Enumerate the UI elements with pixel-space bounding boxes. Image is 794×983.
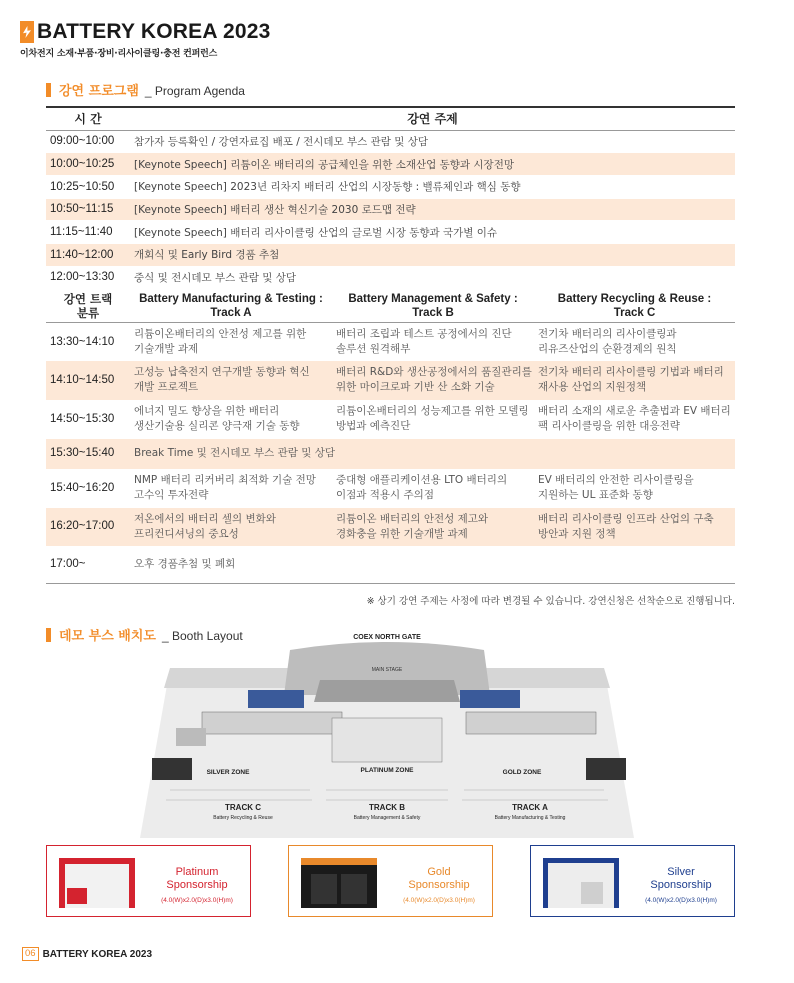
gold-corner-booth [586, 758, 626, 780]
track-time: 15:40~16:20 [50, 481, 115, 494]
track-c-label: TRACK C [225, 803, 261, 812]
session-time: 11:40~12:00 [46, 243, 130, 266]
track-time: 14:10~14:50 [46, 361, 130, 400]
track-session-line: 재사용 산업의 지원정책 [538, 381, 647, 394]
gold-name: Gold [427, 866, 451, 878]
agenda-row [46, 175, 735, 198]
track-session-line: 위한 마이크로파 기반 산 소화 기술 [336, 381, 495, 394]
track-b-header: Battery Management & Safety : Track B [332, 289, 534, 323]
track-session-line: 개발 프로젝트 [134, 381, 199, 394]
track-row [46, 508, 735, 546]
agenda-row [46, 221, 735, 244]
silver-side-booth [176, 728, 206, 746]
track-c-header: Battery Recycling & Reuse : Track C [534, 289, 735, 323]
track-row [46, 361, 735, 400]
track-row [46, 439, 735, 469]
section-marker [46, 83, 51, 97]
track-a-label: TRACK A [512, 803, 548, 812]
track-session-cell [130, 323, 332, 361]
track-row [46, 469, 735, 508]
track-session-line: 방안과 지원 정책 [538, 527, 616, 540]
track-session-cell [534, 361, 735, 400]
silver-zone-label: SILVER ZONE [206, 769, 250, 776]
silver-booth-thumbnail [539, 852, 623, 912]
agenda-row [46, 266, 735, 289]
track-session-line: 리튬이온 배터리의 안전성 제고와 [336, 512, 489, 525]
track-session-cell [332, 400, 534, 439]
track-session-cell [332, 323, 534, 361]
track-session-cell [130, 508, 332, 546]
page-number: 06 [22, 947, 39, 961]
track-time: 14:50~15:30 [50, 412, 115, 425]
track-session-cell [332, 469, 534, 508]
time-column-header: 시 간 [46, 107, 130, 130]
gold-sponsorship-card [288, 845, 493, 917]
track-session-line: 전기차 배터리 리사이클링 기법과 배터리 [538, 366, 724, 379]
session-topic: 중식 및 전시데모 부스 관람 및 상담 [130, 266, 735, 289]
gold-name-sub: Sponsorship [408, 879, 470, 891]
track-c-sub: Battery Recycling & Reuse [213, 815, 273, 821]
agenda-row [46, 198, 735, 221]
silver-booth-top [248, 690, 304, 708]
track-session-line: 배터리 리사이클링 인프라 산업의 구축 [538, 512, 714, 525]
track-session-line: 고성능 납축전지 연구개발 동향과 혁신 [134, 366, 310, 379]
track-session-cell [534, 323, 735, 361]
platinum-booth-thumbnail [55, 852, 139, 912]
gold-booth-thumbnail [297, 852, 381, 912]
track-session-line: NMP 배터리 리커버리 최적화 기술 전망 [134, 474, 316, 487]
track-time: 13:30~14:10 [50, 335, 115, 348]
session-time: 10:25~10:50 [46, 175, 130, 198]
session-time: 10:50~11:15 [46, 198, 130, 221]
page-title: BATTERY KOREA 2023 [37, 20, 271, 43]
track-session-cell [332, 508, 534, 546]
track-session-line: 저온에서의 배터리 셀의 변화와 [134, 512, 276, 525]
track-b-label: TRACK B [369, 803, 405, 812]
agenda-section-heading [46, 80, 245, 99]
agenda-title-ko: 강연 프로그램 [59, 84, 139, 99]
platinum-zone-label: PLATINUM ZONE [360, 767, 414, 774]
footer-title: BATTERY KOREA 2023 [42, 948, 153, 960]
platinum-dims: (4.0(W)x2.0(D)x3.0(H)m) [161, 897, 233, 904]
track-session-line: 생산기술용 실리콘 양극재 기술 동향 [134, 420, 300, 433]
track-time: 17:00~ [46, 546, 130, 584]
track-session-cell [130, 469, 332, 508]
silver-booth-row [202, 712, 342, 734]
track-session-line: 리유즈산업의 순환경제의 원칙 [538, 343, 677, 356]
platinum-name: Platinum [175, 866, 219, 878]
gold-zone-label: GOLD ZONE [502, 769, 542, 776]
track-session-line: 기술개발 과제 [134, 343, 199, 356]
track-session-line: 리튬이온배터리의 성능제고를 위한 모델링 [336, 405, 529, 418]
track-session-cell [534, 400, 735, 439]
track-session-line: 전기차 배터리의 리사이클링과 [538, 328, 677, 341]
page-footer [22, 947, 152, 961]
platinum-sponsorship-card [46, 845, 251, 917]
track-a-header: Battery Manufacturing & Testing : Track A [130, 289, 332, 323]
platinum-name-sub: Sponsorship [166, 879, 228, 891]
track-session-line: 배터리 R&D와 생산공정에서의 품질관리를 [336, 366, 532, 379]
stage-steps [314, 680, 460, 702]
track-session-line: 팩 리사이클링을 위한 대응전략 [538, 420, 680, 433]
gate-label: COEX NORTH GATE [353, 634, 421, 641]
section-marker [46, 628, 51, 642]
booth-title-ko: 데모 부스 배치도 [59, 629, 156, 644]
track-session-line: 프리컨디셔닝의 중요성 [134, 527, 239, 540]
track-session-topic: Break Time 및 전시데모 부스 관람 및 상담 [130, 439, 735, 469]
battery-logo-icon [20, 21, 34, 43]
session-topic: [Keynote Speech] 2023년 리차지 배터리 산업의 시장동향 : 밸류체인과 핵심 동향 [130, 175, 735, 198]
session-topic: [Keynote Speech] 배터리 생산 혁신기술 2030 로드맵 전략 [130, 198, 735, 221]
gold-booth-top [460, 690, 520, 708]
track-a-sub: Battery Manufacturing & Testing [494, 815, 566, 821]
silver-corner-booth [152, 758, 192, 780]
track-session-line: EV 배터리의 안전한 리사이클링을 [538, 474, 694, 487]
session-topic: 개회식 및 Early Bird 경품 추첨 [130, 243, 735, 266]
track-session-line: 리튬이온배터리의 안전성 제고를 위한 [134, 328, 307, 341]
track-session-line: 배터리 조립과 테스트 공정에서의 진단 [336, 328, 512, 341]
session-time: 12:00~13:30 [46, 266, 130, 289]
stage-label: MAIN STAGE [371, 667, 403, 673]
session-topic: [Keynote Speech] 리튬이온 배터리의 공급체인을 위한 소재산업 동향과 시장전망 [130, 153, 735, 176]
track-session-cell [332, 361, 534, 400]
session-time: 11:15~11:40 [46, 221, 130, 244]
session-time: 09:00~10:00 [46, 130, 130, 153]
track-session-line: 솔루션 원격해부 [336, 343, 411, 356]
agenda-note: ※ 상기 강연 주제는 사정에 따라 변경될 수 있습니다. 강연신청은 선착순으로 진행됩니다. [366, 596, 735, 607]
track-session-cell [130, 400, 332, 439]
track-row [46, 400, 735, 439]
topic-column-header: 강연 주제 [130, 107, 735, 130]
track-session-line: 방법과 예측진단 [336, 420, 411, 433]
platinum-booth [332, 718, 442, 762]
agenda-table [46, 106, 735, 584]
agenda-row [46, 130, 735, 153]
track-session-line: 이점과 적용시 주의점 [336, 489, 434, 502]
track-row [46, 323, 735, 361]
session-topic: 참가자 등록확인 / 강연자료집 배포 / 전시데모 부스 관람 및 상담 [130, 130, 735, 153]
agenda-row [46, 243, 735, 266]
track-b-sub: Battery Management & Safety [353, 815, 421, 821]
silver-sponsorship-card [530, 845, 735, 917]
session-topic: [Keynote Speech] 배터리 리사이클링 산업의 글로벌 시장 동향과 국가별 이슈 [130, 221, 735, 244]
track-session-line: 경화충을 위한 기술개발 과제 [336, 527, 468, 540]
silver-name: Silver [667, 866, 695, 878]
agenda-title-en: _ Program Agenda [144, 84, 245, 98]
track-session-line: 고수익 투자전략 [134, 489, 209, 502]
track-time: 16:20~17:00 [46, 508, 130, 546]
agenda-row [46, 153, 735, 176]
brand-header [20, 20, 271, 59]
track-session-line: 배터리 소재의 새로운 추출법과 EV 배터리 [538, 405, 731, 418]
track-session-cell [534, 469, 735, 508]
page-subtitle: 이차전지 소재·부품·장비·리사이클링·충전 컨퍼런스 [20, 49, 218, 59]
gold-booth-row [466, 712, 596, 734]
track-session-line: 에너지 밀도 향상을 위한 배터리 [134, 405, 280, 418]
gold-dims: (4.0(W)x2.0(D)x3.0(H)m) [403, 897, 475, 904]
track-session-cell [130, 361, 332, 400]
track-label-header: 강연 트랙 분류 [46, 289, 130, 323]
track-session-line: 지원하는 UL 표준화 동향 [538, 489, 653, 502]
track-time: 15:30~15:40 [46, 439, 130, 469]
booth-title-en: _ Booth Layout [161, 629, 243, 643]
track-session-cell [534, 508, 735, 546]
track-session-line: 중대형 애플리케이션용 LTO 배터리의 [336, 474, 508, 487]
silver-dims: (4.0(W)x2.0(D)x3.0(H)m) [645, 897, 717, 904]
silver-name-sub: Sponsorship [650, 879, 712, 891]
track-row [46, 546, 735, 584]
track-session-topic: 오후 경품추첨 및 폐회 [130, 546, 735, 584]
session-time: 10:00~10:25 [46, 153, 130, 176]
